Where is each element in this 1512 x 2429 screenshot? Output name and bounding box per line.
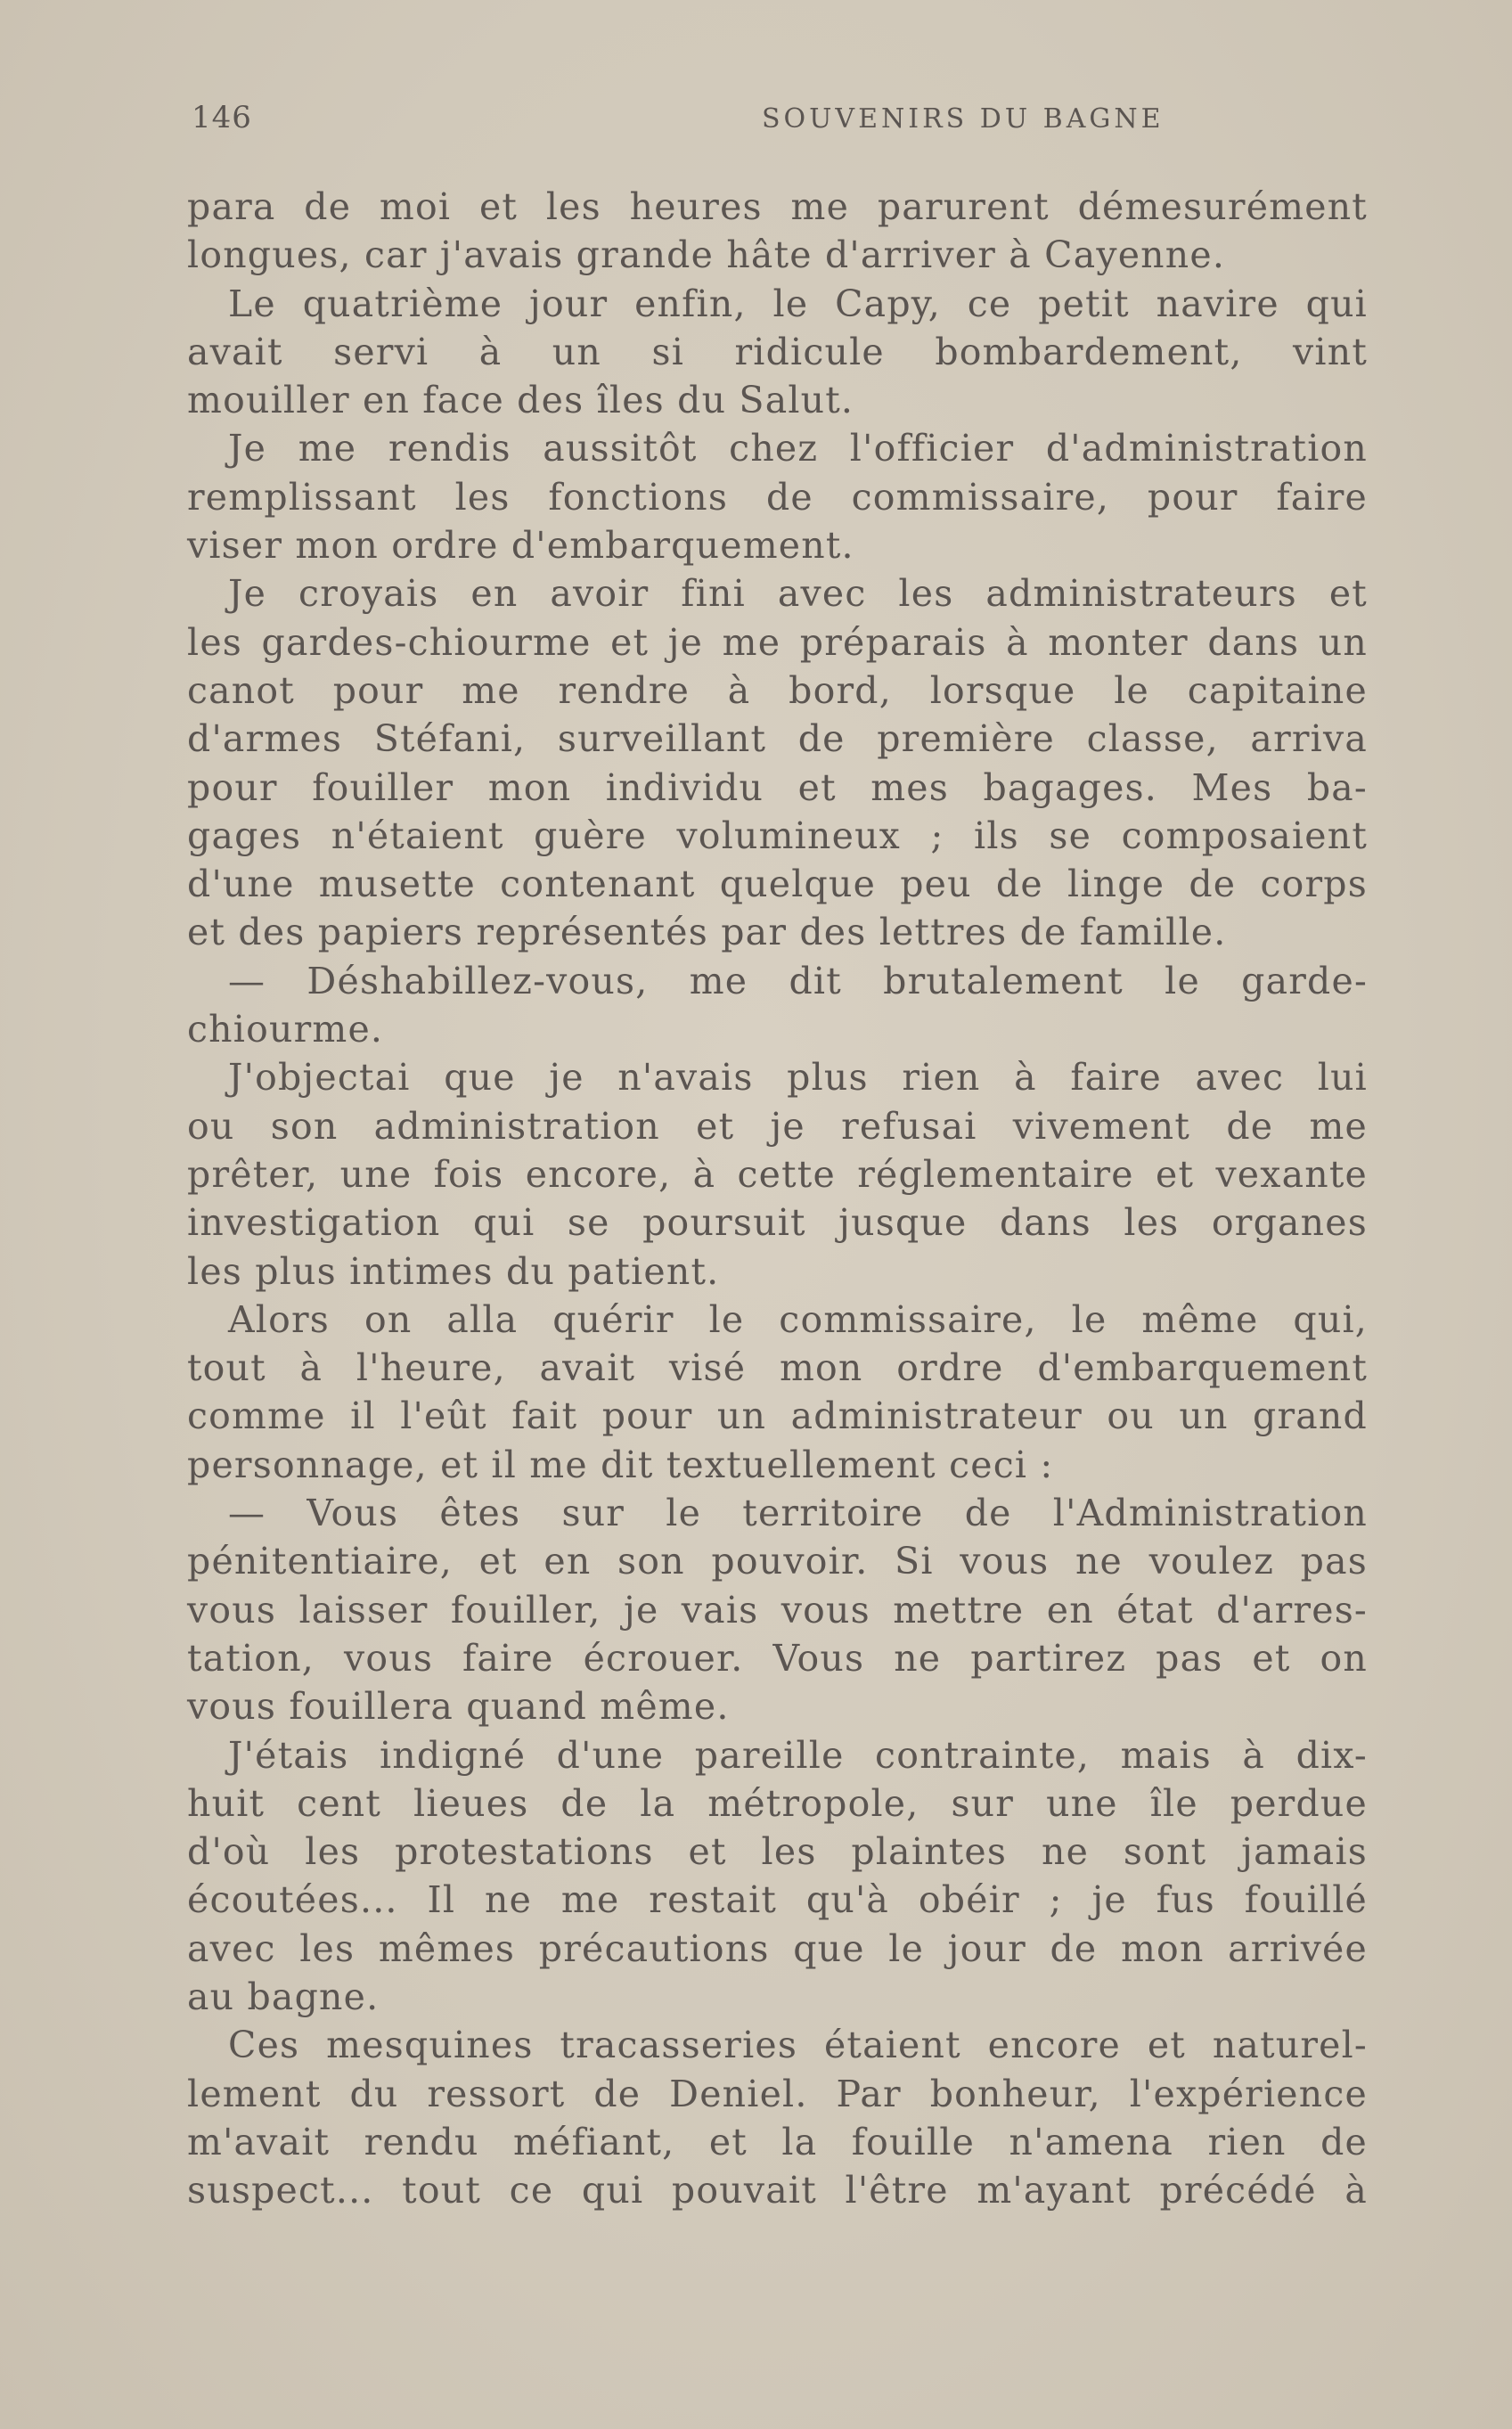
text-line: Alors on alla quérir le commissaire, le même qui, <box>228 1297 1368 1341</box>
text-line: d'une musette contenant quelque peu de linge de corps <box>187 863 1368 906</box>
text-line: canot pour me rendre à bord, lorsque le capitaine <box>187 668 1368 712</box>
text-line: avec les mêmes précautions que le jour de mon arrivée <box>187 1926 1368 1970</box>
text-line: au bagne. <box>187 1975 380 2018</box>
text-line: Ces mesquines tracasseries étaient encore et naturel- <box>228 2024 1368 2067</box>
text-line: mouiller en face des îles du Salut. <box>187 379 854 422</box>
text-line: les plus intimes du patient. <box>187 1249 720 1293</box>
text-line: Le quatrième jour enfin, le Capy, ce petit navire qui <box>228 282 1368 325</box>
text-line: gages n'étaient guère volumineux ; ils se composaient <box>187 814 1368 857</box>
text-line: viser mon ordre d'embarquement. <box>187 524 854 568</box>
page-number: 146 <box>192 100 252 135</box>
text-line: investigation qui se poursuit jusque dans les organes <box>187 1201 1368 1245</box>
text-line: J'étais indigné d'une pareille contrainte, mais à dix- <box>228 1733 1368 1777</box>
text-line: les gardes-chiourme et je me préparais à monter dans un <box>187 620 1368 664</box>
text-line: écoutées... Il ne me restait qu'à obéir ; je fus fouillé <box>187 1878 1368 1922</box>
text-line: Je croyais en avoir fini avec les administrateurs et <box>228 572 1368 616</box>
text-line: tation, vous faire écrouer. Vous ne partirez pas et on <box>187 1636 1368 1680</box>
text-line: ou son administration et je refusai vivement de me <box>187 1104 1368 1148</box>
text-line: para de moi et les heures me parurent démesurément <box>187 185 1368 228</box>
text-line: et des papiers représentés par des lettres de famille. <box>187 911 1227 954</box>
text-line: longues, car j'avais grande hâte d'arriver à Cayenne. <box>187 233 1226 277</box>
text-line: vous fouillera quand même. <box>187 1685 730 1729</box>
text-line: pénitentiaire, et en son pouvoir. Si vous ne voulez pas <box>187 1540 1368 1583</box>
text-line: prêter, une fois encore, à cette réglementaire et vexante <box>187 1152 1368 1196</box>
text-line: lement du ressort de Deniel. Par bonheur, l'expérience <box>187 2072 1368 2115</box>
text-line: d'armes Stéfani, surveillant de première classe, arriva <box>187 717 1368 761</box>
text-line: avait servi à un si ridicule bombardement, vint <box>187 330 1368 373</box>
body-text <box>187 183 1368 2214</box>
text-line: tout à l'heure, avait visé mon ordre d'embarquement <box>187 1346 1368 1390</box>
page-header <box>192 100 1368 144</box>
text-line: comme il l'eût fait pour un administrateur ou un grand <box>187 1394 1368 1438</box>
text-line: — Vous êtes sur le territoire de l'Administration <box>228 1492 1368 1535</box>
text-line: huit cent lieues de la métropole, sur une île perdue <box>187 1781 1368 1825</box>
text-line: pour fouiller mon individu et mes bagages. Mes ba- <box>187 765 1368 809</box>
text-line: J'objectai que je n'avais plus rien à faire avec lui <box>228 1056 1368 1100</box>
text-line: — Déshabillez-vous, me dit brutalement le garde- <box>228 959 1368 1002</box>
text-line: Je me rendis aussitôt chez l'officier d'administration <box>228 427 1368 470</box>
text-line: remplissant les fonctions de commissaire, pour faire <box>187 475 1368 519</box>
text-line: vous laisser fouiller, je vais vous mettre en état d'arres- <box>187 1588 1368 1632</box>
text-line: suspect... tout ce qui pouvait l'être m'ayant précédé à <box>187 2169 1368 2212</box>
text-line: personnage, et il me dit textuellement ceci : <box>187 1443 1054 1486</box>
text-line: d'où les protestations et les plaintes ne sont jamais <box>187 1830 1368 1874</box>
text-line: chiourme. <box>187 1008 384 1051</box>
running-title: SOUVENIRS DU BAGNE <box>762 103 1165 135</box>
text-line: m'avait rendu méfiant, et la fouille n'amena rien de <box>187 2120 1368 2163</box>
